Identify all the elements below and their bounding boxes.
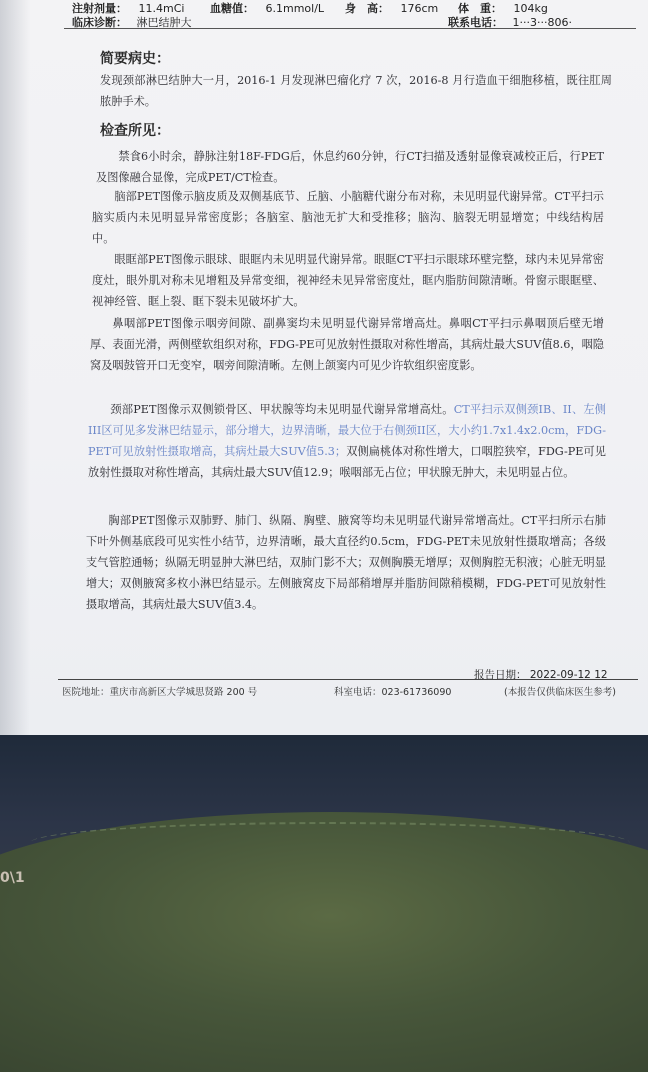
glucose-value: 6.1mmol/L — [265, 2, 325, 15]
history-heading: 简要病史： — [100, 51, 170, 67]
findings-paragraph-1: 禁食6小时余，静脉注射18F-FDG后，休息约60分钟，行CT扫描及透射显像衰减校正后，行PET及图像融合显像，完成PET/CT检查。 — [96, 150, 604, 184]
fabric-label: 0\1 — [0, 870, 25, 886]
height-field — [345, 0, 438, 16]
neck-tonsil-text: 双侧扁桃体对称性增大，口咽腔狭窄，FDG-PE可见放射性摄取对称性增高，其病灶最大SUV值12.9；喉咽部无占位；甲状腺无肿大，未见明显占位。 — [88, 445, 606, 479]
glucose-field — [210, 0, 324, 16]
diagnosis-value: 淋巴结肿大 — [136, 16, 192, 29]
neck-ct-highlight: CT平扫示双侧颈IB、II、左侧III区可见多发淋巴结显示，部分增大，边界清晰，最大位于右侧颈II区，大小约1.7x1.4x2.0cm，FDG-PET可见放射性摄取增高，其病灶最大SUV值5.3； — [88, 403, 606, 458]
weight-value: 104kg — [513, 2, 548, 15]
weight-label: 体 重： — [458, 2, 502, 15]
header-divider — [64, 28, 636, 29]
diagnosis-label: 临床诊断： — [72, 16, 127, 29]
department-phone: 科室电话：023-61736090 — [334, 687, 452, 698]
height-value: 176cm — [400, 2, 439, 15]
phone-value: 1···3···806· — [512, 16, 572, 29]
phone-label: 联系电话： — [448, 16, 503, 29]
findings-paragraph-brain: 脑部PET图像示脑皮质及双侧基底节、丘脑、小脑糖代谢分布对称，未见明显代谢异常。CT平扫示脑实质内未见明显异常密度影；各脑室、脑池无扩大和受推移；脑沟、脑裂无明显增宽；中线结构居中。 — [92, 190, 604, 245]
report-disclaimer: (本报告仅供临床医生参考) — [504, 687, 616, 698]
dose-value: 11.4mCi — [138, 2, 185, 15]
neck-pet-text: 颈部PET图像示双侧锁骨区、甲状腺等均未见明显代谢异常增高灶。 — [110, 403, 454, 416]
dose-label: 注射剂量： — [72, 2, 127, 15]
findings-paragraph-nasopharynx: 鼻咽部PET图像示咽旁间隙、副鼻窦均未见明显代谢异常增高灶。鼻咽CT平扫示鼻咽顶后壁无增厚、表面光滑，两侧壁软组织对称，FDG-PE可见放射性摄取对称性增高，其病灶最大SUV值8.6，咽隐窝及咽鼓管开口无变窄，咽旁间隙清晰。左侧上颌窦内可见少许软组织密度影。 — [90, 317, 604, 372]
fabric-stitching — [30, 822, 630, 864]
hospital-address: 医院地址：重庆市高新区大学城思贤路 200 号 — [62, 687, 258, 698]
findings-paragraph-chest: 胸部PET图像示双肺野、肺门、纵隔、胸壁、腋窝等均未见明显代谢异常增高灶。CT平扫所示右肺下叶外侧基底段可见实性小结节，边界清晰，最大直径约0.5cm，FDG-PET未见放射性摄取增高；各级支气管腔通畅；纵隔无明显肿大淋巴结，双肺门影不大；双侧胸膜无增厚；双侧胸腔无积液；心脏无明显增大；双侧腋窝多枚小淋巴结显示。左侧腋窝皮下局部稍增厚并脂肪间隙稍模糊，FDG-PET可见放射性摄取增高，其病灶最大SUV值3.4。 — [86, 514, 606, 611]
findings-heading: 检查所见： — [100, 123, 170, 139]
glucose-label: 血糖值： — [210, 2, 254, 15]
history-text: 发现颈部淋巴结肿大一月，2016-1 月发现淋巴瘤化疗 7 次，2016-8 月行造血干细胞移植，既往肛周脓肿手术。 — [100, 74, 612, 108]
height-label: 身 高： — [345, 2, 389, 15]
findings-paragraph-neck — [88, 399, 606, 483]
findings-paragraph-orbit: 眼眶部PET图像示眼球、眼眶内未见明显代谢异常。眼眶CT平扫示眼球环壁完整，球内未见异常密度灶，眼外肌对称未见增粗及异常变细，视神经未见异常密度灶，眶内脂肪间隙清晰。骨窗示眼眶壁、视神经管、眶上裂、眶下裂未见破坏扩大。 — [92, 253, 604, 308]
paper-shadow — [0, 0, 30, 735]
footer-divider — [58, 679, 638, 680]
report-date: 报告日期： 2022-09-12 12 — [474, 669, 608, 681]
